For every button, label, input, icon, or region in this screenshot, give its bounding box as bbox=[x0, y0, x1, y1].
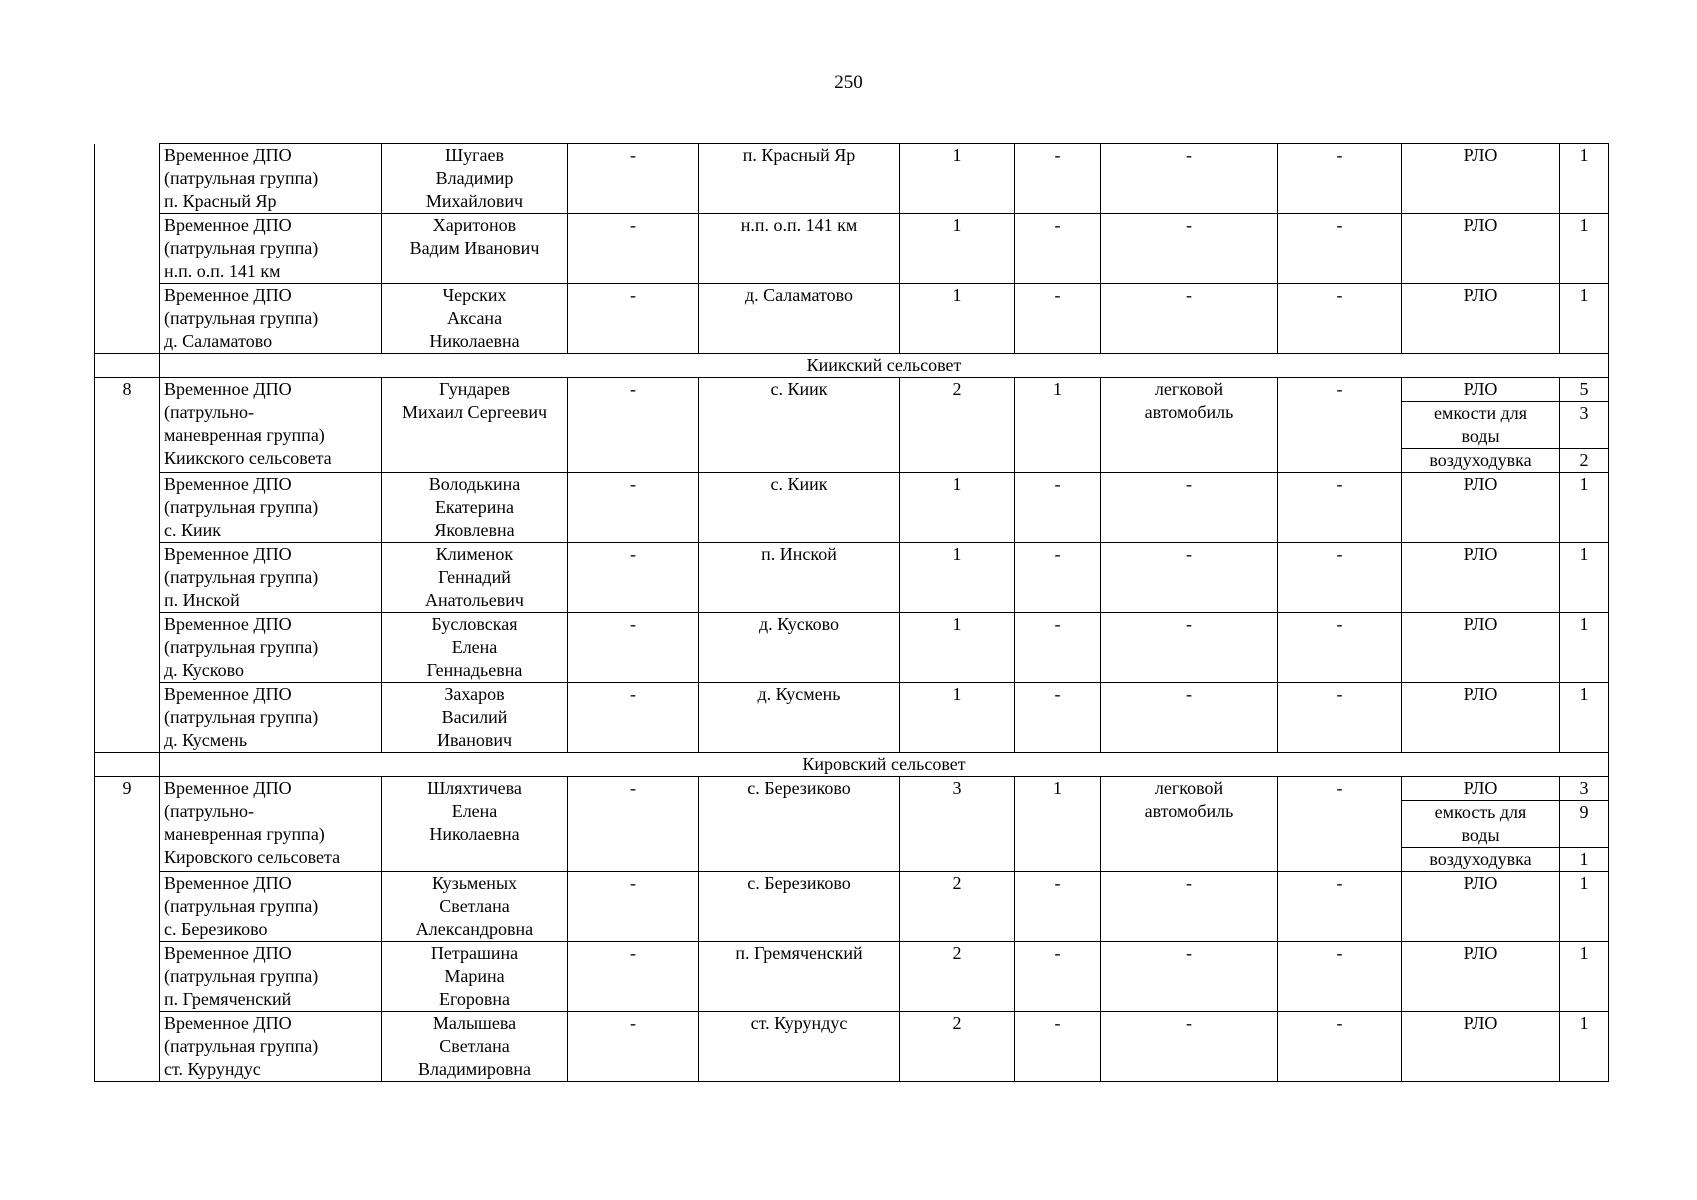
head-name-cell: Петрашина Марина Егоровна bbox=[382, 942, 568, 1012]
dash-cell: - bbox=[1278, 872, 1402, 942]
equipment-qty-cell: 1 bbox=[1560, 683, 1609, 753]
dash-cell: - bbox=[568, 1012, 699, 1082]
equipment-cell: РЛО bbox=[1402, 872, 1560, 942]
unit-name-cell: Временное ДПО (патрульная группа) п. Красный Яр bbox=[160, 144, 382, 214]
table-row bbox=[95, 473, 1609, 543]
section-title-cell: Кировский сельсовет bbox=[160, 753, 1609, 777]
table-body bbox=[95, 144, 1609, 1082]
head-name-cell: Кузьменых Светлана Александровна bbox=[382, 872, 568, 942]
row-number-cell bbox=[95, 214, 160, 284]
dash-cell: - bbox=[1278, 1012, 1402, 1082]
vehicle-type-cell: - bbox=[1101, 942, 1278, 1012]
equipment-qty-cell: 1 bbox=[1560, 543, 1609, 613]
people-count-cell: 2 bbox=[900, 378, 1015, 473]
vehicle-count-cell: - bbox=[1015, 144, 1101, 214]
location-cell: с. Киик bbox=[699, 473, 900, 543]
people-count-cell: 1 bbox=[900, 613, 1015, 683]
equipment-qty-cell: 1 bbox=[1560, 473, 1609, 543]
head-name-cell: Шугаев Владимир Михайлович bbox=[382, 144, 568, 214]
people-count-cell: 2 bbox=[900, 872, 1015, 942]
dash-cell: - bbox=[1278, 144, 1402, 214]
head-name-cell: Черских Аксана Николаевна bbox=[382, 284, 568, 354]
vehicle-count-cell: - bbox=[1015, 473, 1101, 543]
location-cell: с. Киик bbox=[699, 378, 900, 473]
people-count-cell: 1 bbox=[900, 214, 1015, 284]
dash-cell: - bbox=[1278, 378, 1402, 473]
head-name-cell: Малышева Светлана Владимировна bbox=[382, 1012, 568, 1082]
dash-cell: - bbox=[1278, 942, 1402, 1012]
table-row bbox=[95, 144, 1609, 214]
vehicle-count-cell: - bbox=[1015, 214, 1101, 284]
location-cell: д. Кусково bbox=[699, 613, 900, 683]
fire-units-table bbox=[94, 143, 1609, 1082]
table-row bbox=[95, 942, 1609, 1012]
equipment-cell: емкость для воды bbox=[1402, 801, 1560, 848]
equipment-cell: РЛО bbox=[1402, 1012, 1560, 1082]
dash-cell: - bbox=[568, 683, 699, 753]
equipment-cell: РЛО bbox=[1402, 473, 1560, 543]
location-cell: ст. Курундус bbox=[699, 1012, 900, 1082]
row-number-cell: 9 bbox=[95, 777, 160, 1082]
row-number-cell bbox=[95, 753, 160, 777]
equipment-qty-cell: 3 bbox=[1560, 777, 1609, 801]
dash-cell: - bbox=[568, 543, 699, 613]
people-count-cell: 1 bbox=[900, 284, 1015, 354]
table-row bbox=[95, 872, 1609, 942]
equipment-qty-cell: 1 bbox=[1560, 613, 1609, 683]
people-count-cell: 1 bbox=[900, 543, 1015, 613]
dash-cell: - bbox=[568, 144, 699, 214]
dash-cell: - bbox=[1278, 543, 1402, 613]
vehicle-count-cell: - bbox=[1015, 613, 1101, 683]
equipment-cell: воздуходувка bbox=[1402, 449, 1560, 473]
vehicle-type-cell: - bbox=[1101, 683, 1278, 753]
vehicle-type-cell: - bbox=[1101, 613, 1278, 683]
equipment-qty-cell: 9 bbox=[1560, 801, 1609, 848]
head-name-cell: Гундарев Михаил Сергеевич bbox=[382, 378, 568, 473]
head-name-cell: Харитонов Вадим Иванович bbox=[382, 214, 568, 284]
unit-name-cell: Временное ДПО (патрульная группа) с. Березиково bbox=[160, 872, 382, 942]
equipment-cell: РЛО bbox=[1402, 543, 1560, 613]
section-header-row bbox=[95, 354, 1609, 378]
dash-cell: - bbox=[1278, 214, 1402, 284]
table-row bbox=[95, 543, 1609, 613]
section-title-cell: Киикский сельсовет bbox=[160, 354, 1609, 378]
equipment-cell: РЛО bbox=[1402, 144, 1560, 214]
equipment-cell: емкости для воды bbox=[1402, 402, 1560, 449]
unit-name-cell: Временное ДПО (патрульная группа) д. Кусмень bbox=[160, 683, 382, 753]
head-name-cell: Захаров Василий Иванович bbox=[382, 683, 568, 753]
vehicle-type-cell: - bbox=[1101, 473, 1278, 543]
equipment-cell: РЛО bbox=[1402, 942, 1560, 1012]
vehicle-type-cell: - bbox=[1101, 1012, 1278, 1082]
unit-name-cell: Временное ДПО (патрульная группа) д. Кусково bbox=[160, 613, 382, 683]
equipment-cell: РЛО bbox=[1402, 613, 1560, 683]
vehicle-count-cell: - bbox=[1015, 543, 1101, 613]
dash-cell: - bbox=[568, 613, 699, 683]
row-number-cell bbox=[95, 144, 160, 214]
equipment-cell: РЛО bbox=[1402, 284, 1560, 354]
unit-name-cell: Временное ДПО (патрульная группа) ст. Курундус bbox=[160, 1012, 382, 1082]
vehicle-count-cell: - bbox=[1015, 683, 1101, 753]
row-number-cell bbox=[95, 284, 160, 354]
equipment-qty-cell: 1 bbox=[1560, 284, 1609, 354]
unit-name-cell: Временное ДПО (патрульная группа) н.п. о.п. 141 км bbox=[160, 214, 382, 284]
vehicle-type-cell: - bbox=[1101, 543, 1278, 613]
location-cell: д. Саламатово bbox=[699, 284, 900, 354]
dash-cell: - bbox=[1278, 473, 1402, 543]
head-name-cell: Бусловская Елена Геннадьевна bbox=[382, 613, 568, 683]
vehicle-count-cell: - bbox=[1015, 942, 1101, 1012]
dash-cell: - bbox=[568, 777, 699, 872]
unit-name-cell: Временное ДПО (патрульная группа) д. Саламатово bbox=[160, 284, 382, 354]
row-number-cell bbox=[95, 354, 160, 378]
equipment-cell: РЛО bbox=[1402, 777, 1560, 801]
equipment-qty-cell: 3 bbox=[1560, 402, 1609, 449]
head-name-cell: Володькина Екатерина Яковлевна bbox=[382, 473, 568, 543]
table-row bbox=[95, 378, 1609, 402]
vehicle-type-cell: - bbox=[1101, 214, 1278, 284]
equipment-qty-cell: 1 bbox=[1560, 872, 1609, 942]
equipment-qty-cell: 1 bbox=[1560, 214, 1609, 284]
people-count-cell: 1 bbox=[900, 473, 1015, 543]
dash-cell: - bbox=[568, 214, 699, 284]
equipment-qty-cell: 1 bbox=[1560, 942, 1609, 1012]
dash-cell: - bbox=[568, 473, 699, 543]
equipment-cell: РЛО bbox=[1402, 378, 1560, 402]
dash-cell: - bbox=[1278, 613, 1402, 683]
unit-name-cell: Временное ДПО (патрульная группа) п. Инской bbox=[160, 543, 382, 613]
table-row bbox=[95, 284, 1609, 354]
vehicle-type-cell: - bbox=[1101, 144, 1278, 214]
equipment-cell: РЛО bbox=[1402, 683, 1560, 753]
head-name-cell: Шляхтичева Елена Николаевна bbox=[382, 777, 568, 872]
equipment-cell: РЛО bbox=[1402, 214, 1560, 284]
people-count-cell: 2 bbox=[900, 1012, 1015, 1082]
vehicle-count-cell: - bbox=[1015, 872, 1101, 942]
equipment-qty-cell: 2 bbox=[1560, 449, 1609, 473]
location-cell: с. Березиково bbox=[699, 872, 900, 942]
location-cell: д. Кусмень bbox=[699, 683, 900, 753]
table-row bbox=[95, 683, 1609, 753]
vehicle-count-cell: 1 bbox=[1015, 777, 1101, 872]
vehicle-type-cell: - bbox=[1101, 284, 1278, 354]
table-row bbox=[95, 214, 1609, 284]
location-cell: с. Березиково bbox=[699, 777, 900, 872]
section-header-row bbox=[95, 753, 1609, 777]
vehicle-type-cell: легковой автомобиль bbox=[1101, 777, 1278, 872]
equipment-cell: воздуходувка bbox=[1402, 848, 1560, 872]
unit-name-cell: Временное ДПО (патрульно- маневренная группа) Кировского сельсовета bbox=[160, 777, 382, 872]
dash-cell: - bbox=[1278, 777, 1402, 872]
table-row bbox=[95, 777, 1609, 801]
dash-cell: - bbox=[1278, 284, 1402, 354]
table-row bbox=[95, 613, 1609, 683]
location-cell: н.п. о.п. 141 км bbox=[699, 214, 900, 284]
unit-name-cell: Временное ДПО (патрульная группа) п. Гремяченский bbox=[160, 942, 382, 1012]
people-count-cell: 1 bbox=[900, 683, 1015, 753]
vehicle-type-cell: легковой автомобиль bbox=[1101, 378, 1278, 473]
unit-name-cell: Временное ДПО (патрульная группа) с. Киик bbox=[160, 473, 382, 543]
dash-cell: - bbox=[568, 872, 699, 942]
row-number-cell: 8 bbox=[95, 378, 160, 753]
head-name-cell: Клименок Геннадий Анатольевич bbox=[382, 543, 568, 613]
location-cell: п. Гремяченский bbox=[699, 942, 900, 1012]
dash-cell: - bbox=[568, 284, 699, 354]
equipment-qty-cell: 1 bbox=[1560, 1012, 1609, 1082]
location-cell: п. Красный Яр bbox=[699, 144, 900, 214]
equipment-qty-cell: 1 bbox=[1560, 144, 1609, 214]
dash-cell: - bbox=[568, 942, 699, 1012]
vehicle-type-cell: - bbox=[1101, 872, 1278, 942]
dash-cell: - bbox=[1278, 683, 1402, 753]
vehicle-count-cell: 1 bbox=[1015, 378, 1101, 473]
equipment-qty-cell: 1 bbox=[1560, 848, 1609, 872]
table-row bbox=[95, 1012, 1609, 1082]
people-count-cell: 1 bbox=[900, 144, 1015, 214]
location-cell: п. Инской bbox=[699, 543, 900, 613]
dash-cell: - bbox=[568, 378, 699, 473]
page-number: 250 bbox=[834, 72, 863, 93]
equipment-qty-cell: 5 bbox=[1560, 378, 1609, 402]
vehicle-count-cell: - bbox=[1015, 284, 1101, 354]
unit-name-cell: Временное ДПО (патрульно- маневренная группа) Киикского сельсовета bbox=[160, 378, 382, 473]
vehicle-count-cell: - bbox=[1015, 1012, 1101, 1082]
people-count-cell: 3 bbox=[900, 777, 1015, 872]
people-count-cell: 2 bbox=[900, 942, 1015, 1012]
